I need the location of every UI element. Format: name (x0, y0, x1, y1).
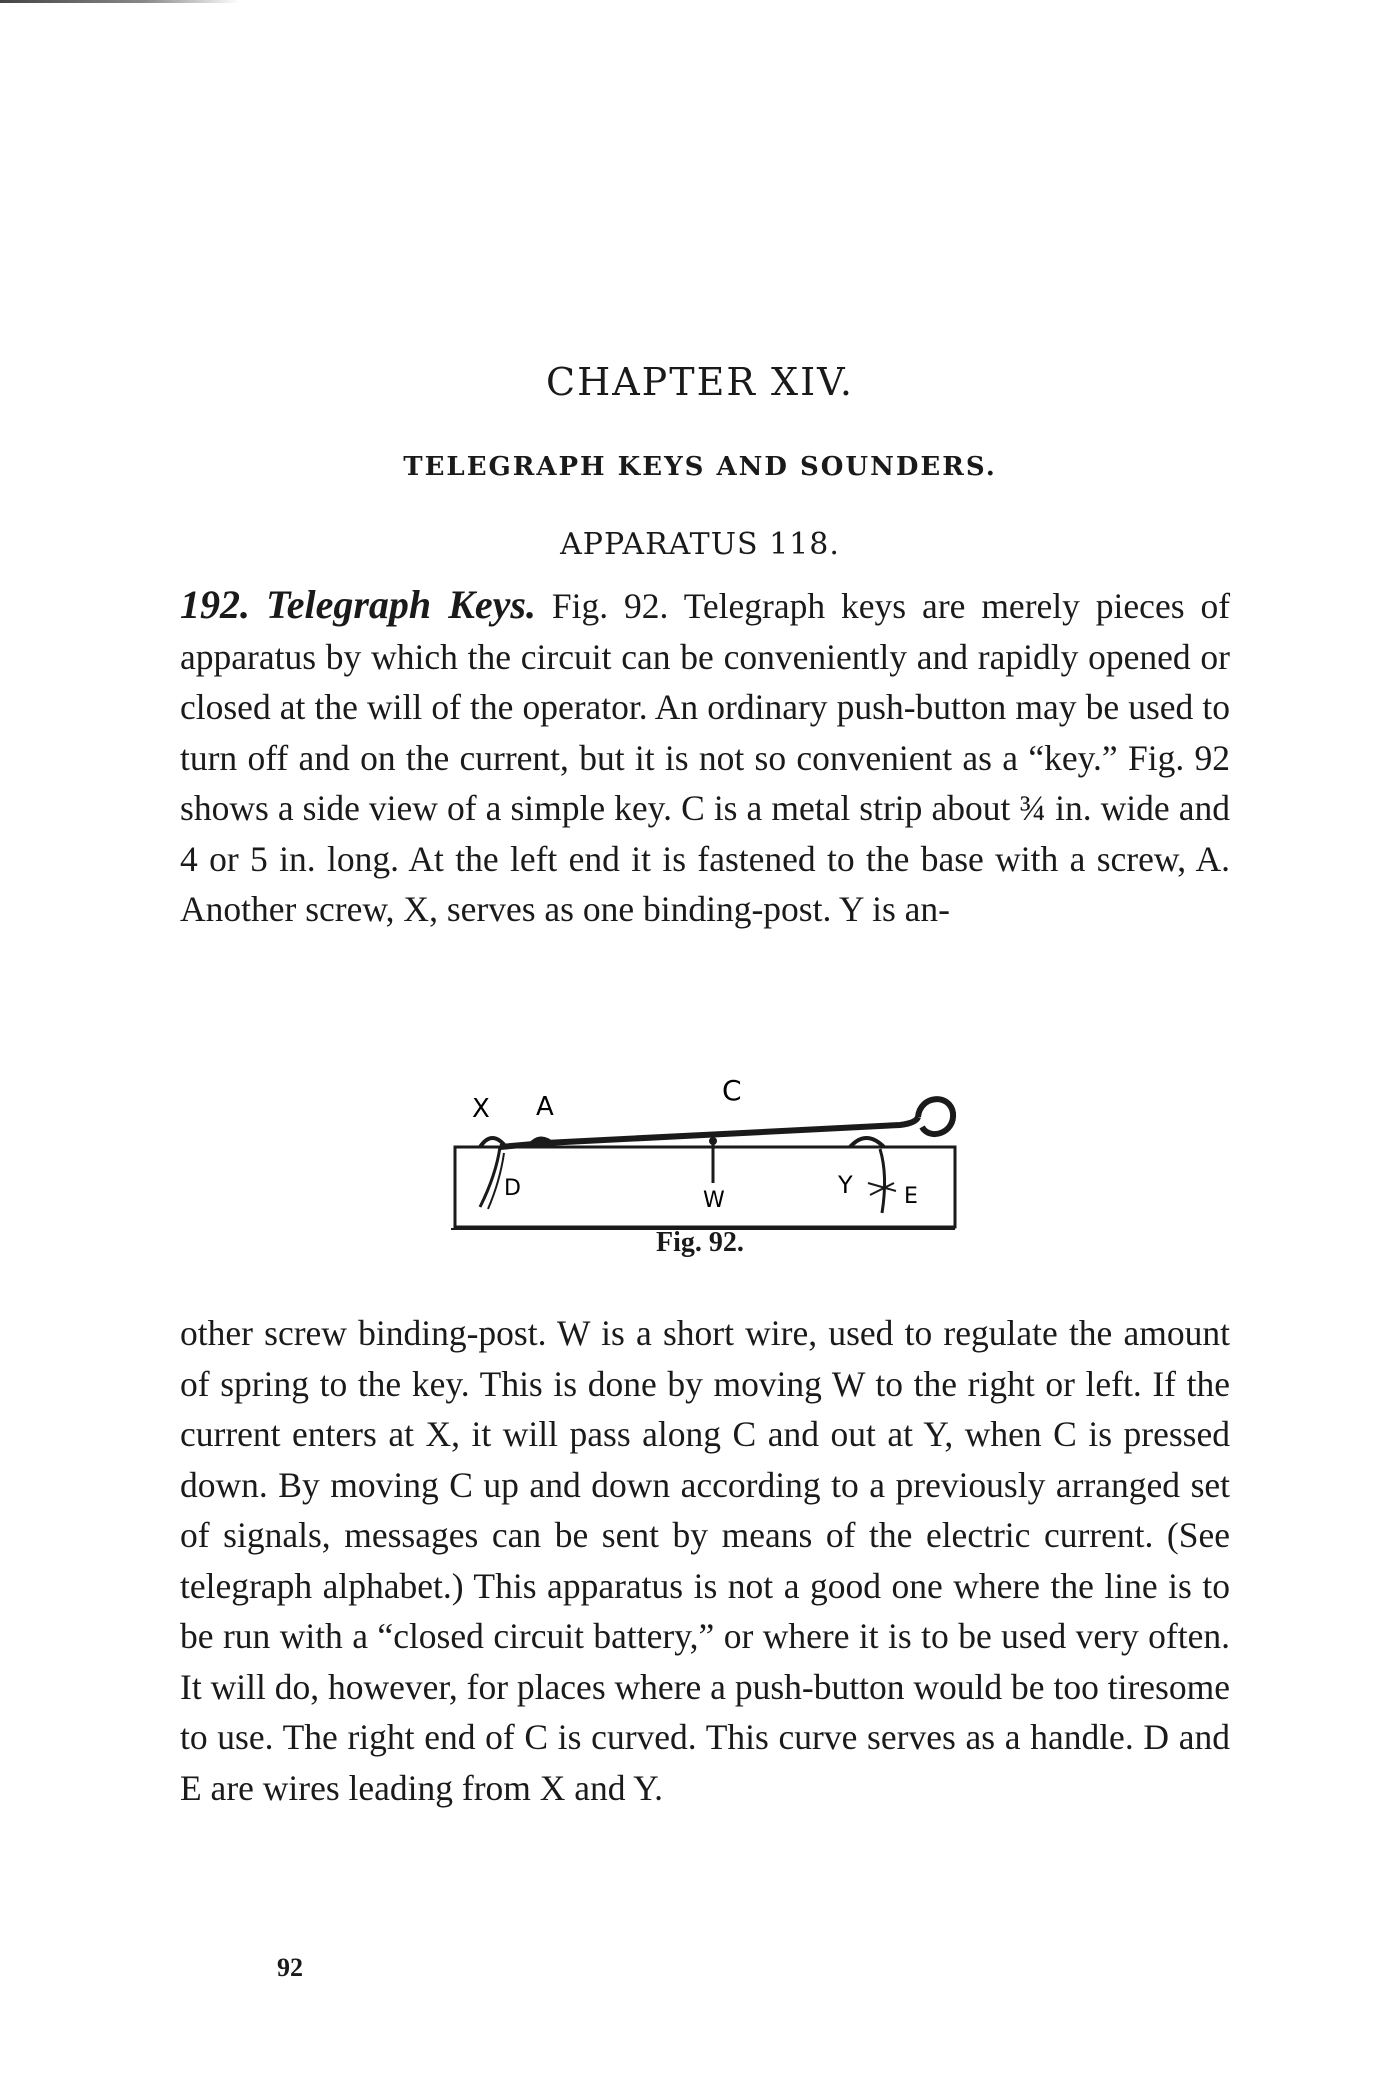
telegraph-key-figure (440, 1065, 980, 1240)
label-y: Y (838, 1171, 853, 1199)
label-w: W (703, 1188, 725, 1213)
label-e: E (904, 1184, 918, 1209)
scan-edge-mark (0, 0, 240, 3)
apparatus-title: APPARATUS 118. (560, 527, 840, 562)
section-heading: Telegraph Keys. (265, 582, 536, 627)
chapter-title: CHAPTER XIV. (546, 360, 854, 404)
wire-d (480, 1147, 500, 1207)
paragraph-continued: other screw binding-post. W is a short wire, used to regulate the amount of spring to the key. This is done by moving W to the right or left. If the current enters at X, it will pass along C and out at Y, when C is pressed down. By moving C up and down according to a previously arranged set of signals, messages can be sent by means of the electric current. (See telegraph alphabet.) This apparatus is not a good one where the line is to be run with a “closed circuit battery,” or where it is to be used very often. It will do, however, for places where a push-button would be too tiresome to use. The right end of C is curved. This curve serves as a handle. D and E are wires leading from X and Y. (180, 1313, 1230, 1808)
label-a: A (536, 1092, 554, 1122)
figure-caption: Fig. 92. (656, 1227, 744, 1258)
key-handle-curve (918, 1099, 953, 1134)
page-number: 92 (277, 1953, 303, 1982)
label-d: D (504, 1176, 521, 1201)
wire-w-head (709, 1137, 717, 1145)
label-x: X (472, 1094, 490, 1124)
paragraph-telegraph-keys (180, 580, 1230, 935)
section-title: TELEGRAPH KEYS AND SOUNDERS. (403, 452, 997, 482)
label-c: C (722, 1074, 742, 1107)
wire-e (880, 1149, 885, 1213)
section-number: 192. (180, 582, 250, 627)
paragraph-1-text: Fig. 92. Telegraph keys are merely pieces of apparatus by which the circuit can be conveniently and rapidly opened or closed at the will of the operator. An ordinary push-button may be used to turn off and on the current, but it is not so convenient as a “key.” Fig. 92 shows a side view of a simple key. C is a metal strip about ¾ in. wide and 4 or 5 in. long. At the left end it is fastened to the base with a screw, A. Another screw, X, serves as one binding-post. Y is an- (180, 586, 1231, 929)
